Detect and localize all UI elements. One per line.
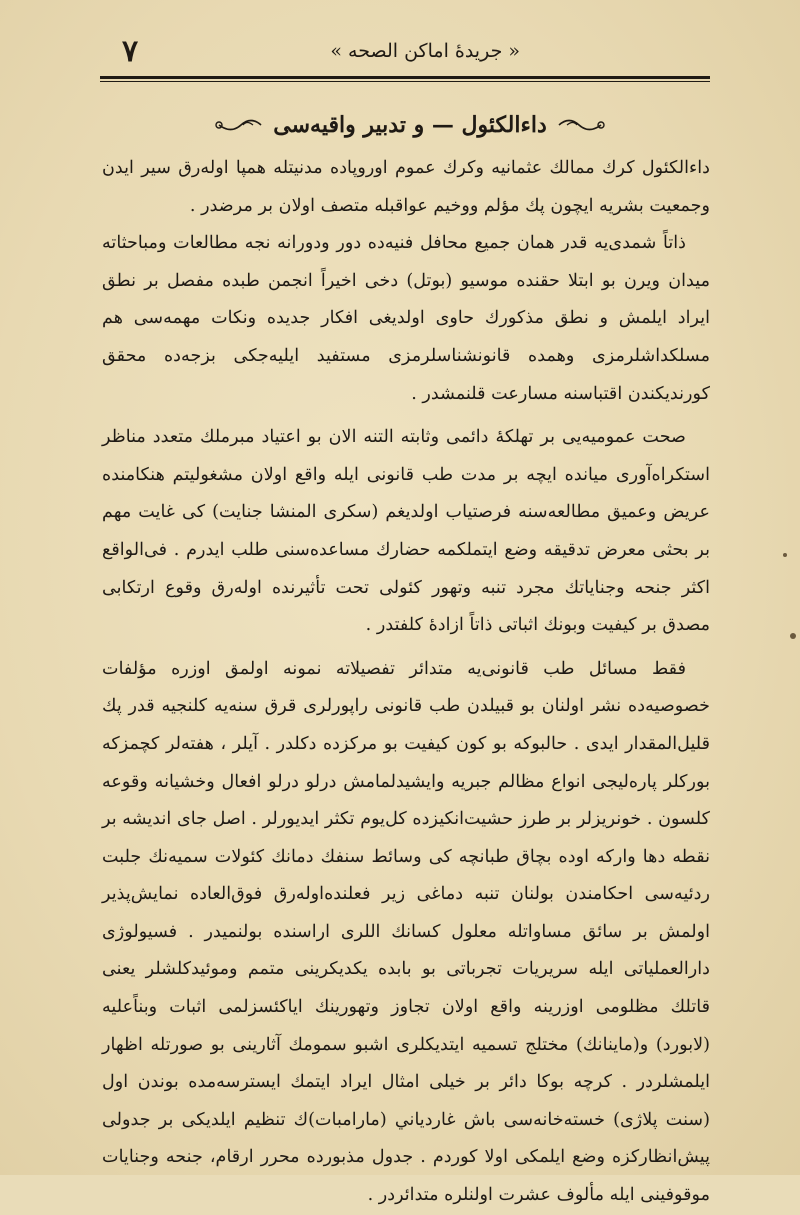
paper-speck <box>783 553 787 557</box>
header-rule-thin <box>100 81 710 82</box>
paragraph: ذاتاً شمدى‌يه قدر همان جميع محافل فنيه‌ده دور ودورانه نجه مطالعات ومباحثاته ميدان ويرن بو ابتلا حقنده موسيو (بوتل) دخى اخيراً انجمن طبده مفصل بر نطق ايراد ايلمش و نطق مذكورك حاوى اولديغى افكار جديده ونكات مهمه‌سى هم مسلكداشلرمزى وهمده قانونشناسلرمزى مستفيد ايليه‌جكى بزجه‌ده محقق كورنديكندن اقتباسنه مسارعت قلنمشدر . <box>102 233 710 404</box>
article-title: داءالكئول — و تدبير واقيه‌سى <box>273 112 547 138</box>
paragraph: صحت عموميه‌يى بر تهلكهٔ دائمى وثابته التنه الان بو اعتياد مبرملك متعدد مناظر استكراه‌آورى ميانده ايچه بر مدت طب قانونى ايله واقع اولان مشغوليتم هنكامنده عريض وعميق مطالعه‌سنه فرصتياب اولديغم (سكرى المنشا جنايت) كى غايت مهم بر بحثى معرض تدقيقه وضع ايتملكمه حضارك مساعده‌سنى طلب ايدرم . فى‌الواقع اكثر جنحه وجناياتك مجرد تنبه وتهور كئولى تحت تأثيرنده اوله‌رق وقوع ارتكابى مصدق بر كيفيت وبونك اثباتى ذاتاً ازادهٔ كلفتدر . <box>102 427 710 636</box>
paper-speck <box>790 633 796 639</box>
article-body <box>102 150 710 1215</box>
article-title-row <box>200 105 620 145</box>
page-header <box>100 32 710 76</box>
flourish-ornament-left <box>213 114 263 136</box>
journal-title: « جريدهٔ اماكن الصحه » <box>330 40 520 62</box>
flourish-ornament-right <box>557 114 607 136</box>
page-number: ٧ <box>122 34 139 69</box>
paragraph: داءالكئول كرك ممالك عثمانيه وكرك عموم اوروپاده مدنيتله همپا اوله‌رق سير ايدن وجمعيت بشريه ايچون پك مؤلم ووخيم عواقبله متصف اولان بر مرضدر . <box>102 158 710 216</box>
paragraph: فقط مسائل طب قانونى‌يه متدائر تفصيلاته نمونه اولمق اوزره مؤلفات خصوصيه‌ده نشر اولنان بو قبيلدن طب قانونى راپورلرى قرق سنه‌يه كلنجيه قدر پك قليل‌المقدار ايدى . حالبوكه بو كون كيفيت بو مركزده دكلدر . آيلر ، هفته‌لر كچمزكه بوركلر پاره‌ليجى انواع مظالم جبريه وايشيدلمامش درلو درلو افعال وخشيانه وقوعه كلسون . خونريزلر بر طرز حشيت‌انكيزده كل‌يوم تكثر ايديورلر . اصل جاى انديشه بر نقطه دها واركه اوده بچاق طبانچه كى وسائط سنفك دمانك كئولات سميه‌نك جلبت ردئيه‌سى احكامندن بولنان تنبه دماغى زير فعلنده‌اوله‌رق فوق‌العاده نمايش‌پذير اولمش بر سائق مساواتله معلول كسانك اللرى اراسنده بولنميدر . فسيولوژى دارالعملياتى ايله سريريات تجرباتى بو بابده يكديكرينى متمم وموئيد‌كلشلر يعنى قاتلك مظلومى اوزرينه واقع اولان تجاوز وتهورينك اياكئسزلمى اثبات وبناًعليه (لابورد) و(ماينانك) مختلج تسميه ايتديكلرى اشبو سمومك آثارينى بو صورتله اظهار ايلمشلردر . كرچه بوكا دائر بر خيلى امثال ايراد ايتمك ايسترسه‌مده بوندن اول (سنت پلاژى) خسته‌خانه‌سى باش غاردياني (مارامبات)ك تنظيم ايلديكى بر جدولى پيش‌انظاركزه وضع ايلمكى اولا كوردم . جدول مذبورده محرر ارقام، جنحه وجنايات موقوفينى ايله مألوف عشرت اولنلره متدائردر . <box>102 658 710 1206</box>
header-rule <box>100 76 710 79</box>
